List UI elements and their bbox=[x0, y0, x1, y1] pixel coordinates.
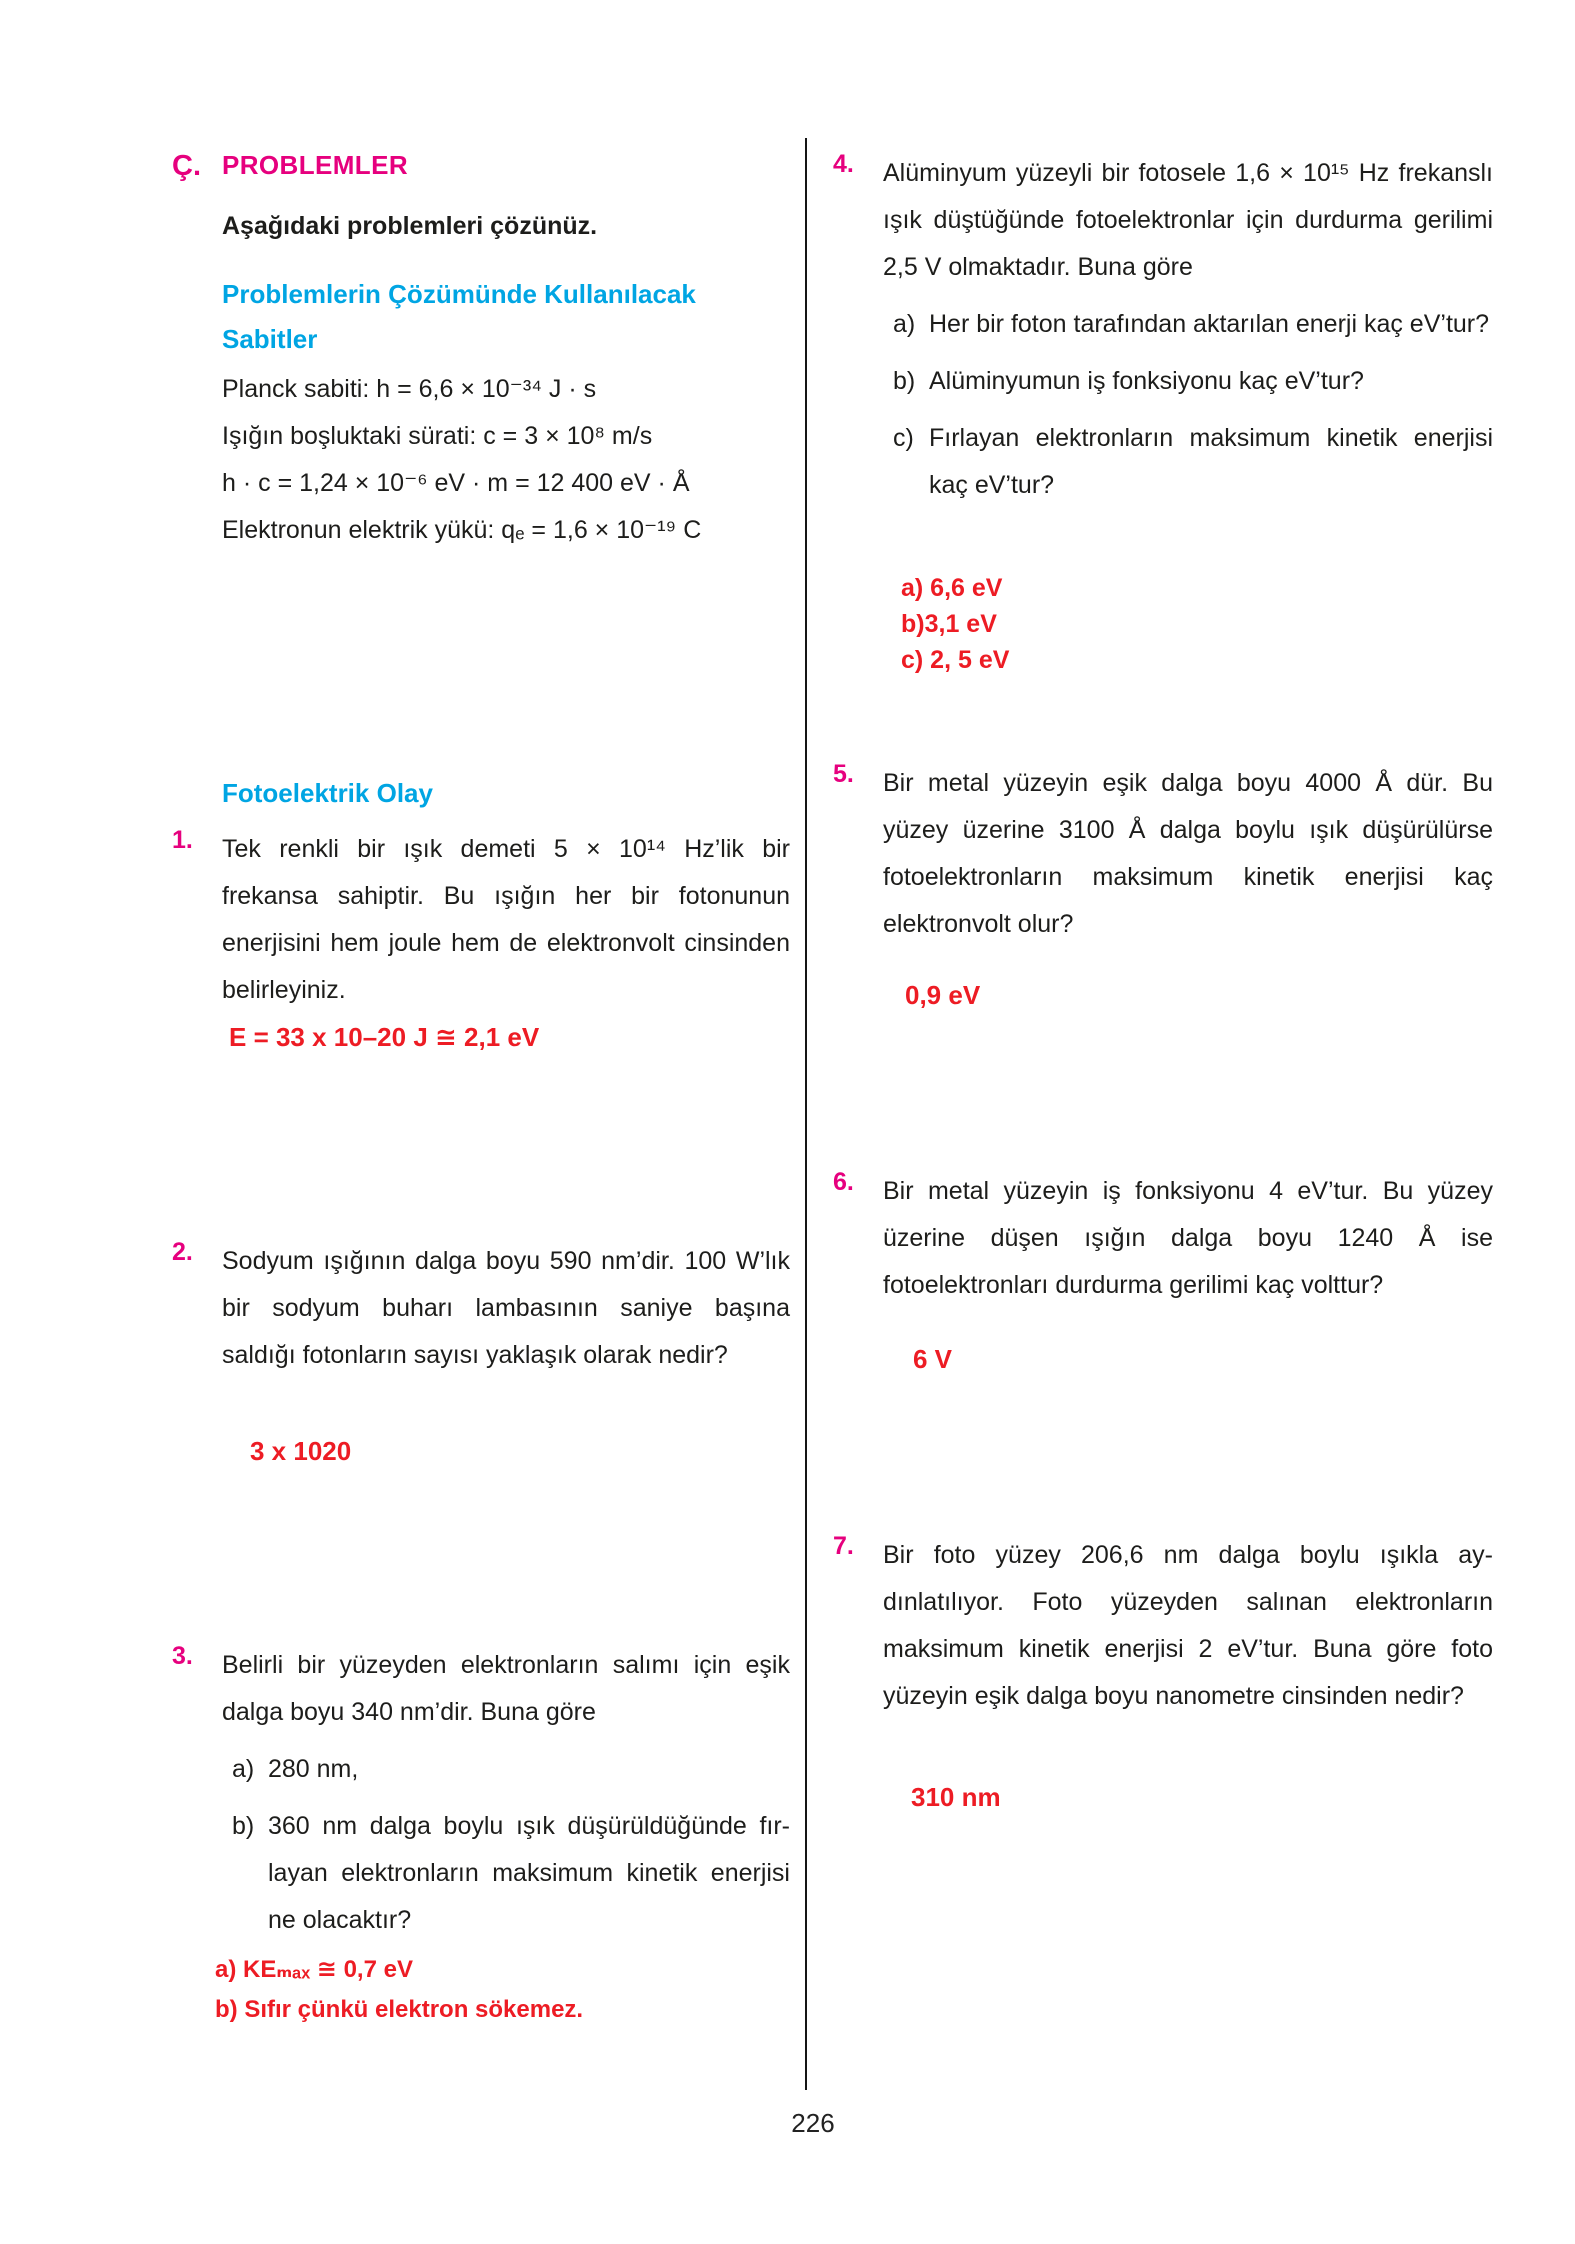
problem-4-answer bbox=[901, 570, 1009, 678]
problem-6-answer: 6 V bbox=[913, 1344, 953, 1374]
problem-4-text: Alüminyum yüzeyli bir fotosele 1,6 × 10¹⁵ Hz frekanslı ışık düştüğünde fotoelektronlar için durdurma gerilimi 2,5 V olmaktadır. Buna göre bbox=[883, 159, 1493, 281]
constant-planck: Planck sabiti: h = 6,6 × 10⁻³⁴ J · s bbox=[222, 375, 597, 403]
problem-1-answer: E = 33 x 10–20 J ≅ 2,1 eV bbox=[229, 1022, 540, 1052]
problem-7-answer: 310 nm bbox=[911, 1782, 1001, 1812]
answer-line: c) 2, 5 eV bbox=[901, 646, 1010, 674]
problem-3-item-b-label: b) bbox=[232, 1812, 255, 1840]
problem-3-text: Belirli bir yüzeyden elektronların salımı için eşik dalga boyu 340 nm’dir. Buna göre bbox=[222, 1651, 790, 1726]
problem-1-number: 1. bbox=[172, 826, 193, 854]
problem-3-item-a-label: a) bbox=[232, 1755, 255, 1783]
problem-3-answer bbox=[215, 1950, 583, 2030]
problem-4 bbox=[833, 150, 1493, 509]
problem-4-item-c-label: c) bbox=[893, 424, 914, 452]
constants-heading bbox=[172, 272, 790, 362]
problem-7-text: Bir foto yüzey 206,6 nm dalga boylu ışıkla aydınlatılıyor. Foto yüzeyden salınan elektronların maksimum kinetik enerjisi 2 eV’tur. Buna göre foto yüzeyin eşik dalga boyu nanometre cinsinden nedir? bbox=[883, 1541, 1493, 1710]
section-header bbox=[172, 150, 790, 181]
problem-3-item-a bbox=[222, 1746, 790, 1793]
problem-4-item-c bbox=[883, 415, 1493, 509]
problem-5-text: Bir metal yüzeyin eşik dalga boyu 4000 Å dür. Bu yüzey üzerine 3100 Å dalga boylu ışık düşürülürse fotoelektronların maksimum kinetik enerjisi kaç elektronvolt olur? bbox=[883, 769, 1493, 938]
subsection-heading: Fotoelektrik Olay bbox=[222, 778, 433, 808]
problem-3 bbox=[172, 1642, 790, 1944]
problem-1-text: Tek renkli bir ışık demeti 5 × 10¹⁴ Hz’lik bir frekansa sahiptir. Bu ışığın her bir fotonunun enerjisini hem joule hem de elektronvolt cinsinden belirleyiniz. bbox=[222, 835, 790, 1004]
answer-line: b)3,1 eV bbox=[901, 610, 997, 638]
problem-4-number: 4. bbox=[833, 150, 854, 178]
problem-2 bbox=[172, 1238, 790, 1379]
constant-electron-charge: Elektronun elektrik yükü: qₑ = 1,6 × 10⁻¹⁹ C bbox=[222, 516, 702, 544]
constants-heading-line-1: Problemlerin Çözümünde Kullanılacak bbox=[222, 279, 696, 309]
problem-2-text: Sodyum ışığının dalga boyu 590 nm’dir. 100 W’lık bir sodyum buharı lambasının saniye başına saldığı fotonların sayısı yaklaşık olarak nedir? bbox=[222, 1247, 790, 1369]
intro-text: Aşağıdaki problemleri çözünüz. bbox=[222, 212, 598, 240]
problem-2-answer: 3 x 1020 bbox=[250, 1436, 352, 1466]
problem-2-number: 2. bbox=[172, 1238, 193, 1266]
constants-list bbox=[172, 366, 790, 554]
answer-line: a) 6,6 eV bbox=[901, 574, 1003, 602]
problem-1 bbox=[172, 826, 790, 1014]
problem-6-number: 6. bbox=[833, 1168, 854, 1196]
problem-7 bbox=[833, 1532, 1493, 1720]
problem-5-number: 5. bbox=[833, 760, 854, 788]
section-letter: Ç. bbox=[172, 150, 201, 182]
section-title: PROBLEMLER bbox=[222, 150, 408, 180]
problem-3-item-a-text: 280 nm, bbox=[268, 1755, 359, 1783]
problem-4-item-b bbox=[883, 358, 1493, 405]
problem-5-answer: 0,9 eV bbox=[905, 980, 981, 1010]
constant-light-speed: Işığın boşluktaki sürati: c = 3 × 10⁸ m/s bbox=[222, 422, 653, 450]
problem-4-item-b-text: Alüminyumun iş fonksiyonu kaç eV’tur? bbox=[929, 367, 1364, 395]
constant-hc: h · c = 1,24 × 10⁻⁶ eV · m = 12 400 eV · Å bbox=[222, 469, 690, 497]
problem-4-item-a bbox=[883, 301, 1493, 348]
problem-3-number: 3. bbox=[172, 1642, 193, 1670]
answer-line: b) Sıfır çünkü elektron sökemez. bbox=[215, 1996, 584, 2023]
page-number: 226 bbox=[791, 2108, 835, 2138]
problem-7-number: 7. bbox=[833, 1532, 854, 1560]
problem-3-item-b-text: 360 nm dalga boylu ışık düşürüldüğünde fırlayan elektronların maksimum kinetik enerjisi ne olacaktır? bbox=[268, 1812, 790, 1934]
column-divider bbox=[805, 138, 807, 2090]
problem-3-item-b bbox=[222, 1803, 790, 1944]
problem-4-item-b-label: b) bbox=[893, 367, 916, 395]
problem-6 bbox=[833, 1168, 1493, 1309]
problem-6-text: Bir metal yüzeyin iş fonksiyonu 4 eV’tur. Bu yüzey üzerine düşen ışığın dalga boyu 1240 Å ise fotoelektronları durdurma gerilimi kaç volttur? bbox=[883, 1177, 1493, 1299]
problem-4-item-a-label: a) bbox=[893, 310, 916, 338]
problem-4-item-c-text: Fırlayan elektronların maksimum kinetik enerjisi kaç eV’tur? bbox=[929, 424, 1493, 499]
constants-heading-line-2: Sabitler bbox=[222, 324, 318, 354]
problem-4-item-a-text: Her bir foton tarafından aktarılan enerji kaç eV’tur? bbox=[929, 310, 1490, 338]
problem-5 bbox=[833, 760, 1493, 948]
answer-line: a) KEₘₐₓ ≅ 0,7 eV bbox=[215, 1956, 413, 1983]
